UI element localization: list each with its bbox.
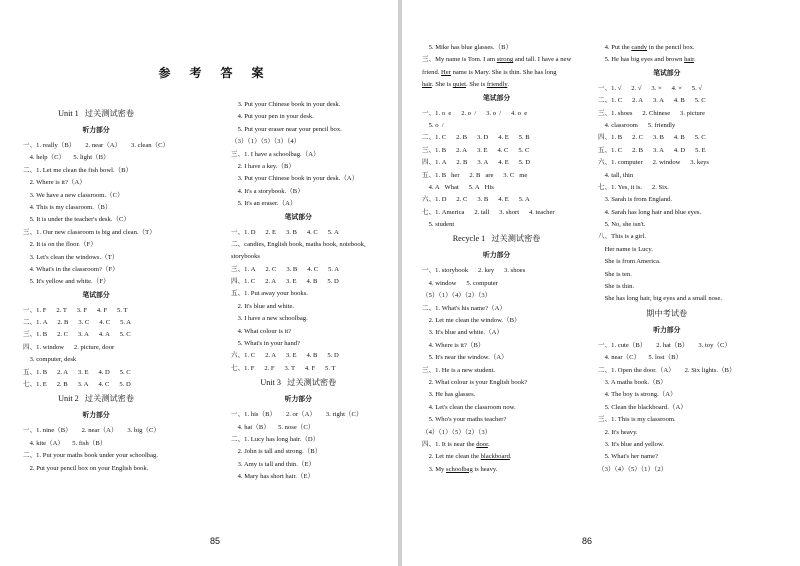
answer-line: 2. Let me clean the blackboard. [422,453,512,461]
answer-line: 3. Put your Chinese book in your desk. [231,101,341,108]
answer-line: 二、1. Lucy has long hair.（D） [231,435,320,443]
answer-line: 4. kite（A） 5. fish（B） [23,439,107,447]
answer-line: 六、1. C 2. A 3. E 4. B 5. D [231,352,339,360]
answer-line: 四、1. C 2. A 3. E 4. B 5. D [231,278,339,286]
answer-line: 三、1. B 2. A 3. E 4. C 5. C [422,146,530,154]
answer-line: 4. This is my classroom.（B） [23,203,112,211]
answer-line: 二、1. Let me clean the fish bowl.（B） [23,166,133,174]
right-page [402,0,800,566]
answer-line: 三、1. He is a new student. [422,366,496,374]
answer-line: 4. window 5. computer [422,279,498,287]
answer-line: 5. It's yellow and white.（F） [23,278,110,286]
answer-line: hair. She is quiet. She is friendly. [422,81,509,89]
answer-line: 2. It's heavy. [598,428,638,436]
answer-line: （3）（1）（5）（3）（4） [231,138,301,146]
answer-line: 4. A What 5. A His [422,183,494,191]
answer-line: 二、1. Open the door.（A） 2. Six lights.（B） [598,366,736,374]
subsection-heading: 笔试部分 [483,94,511,102]
answer-line: 3. He has glasses. [422,391,476,399]
answer-line: She is from America. [598,258,661,266]
answer-line: 5. Clean the blackboard.（A） [598,403,687,411]
answer-line: 四、1. A 2. B 3. A 4. E 5. D [422,159,531,167]
answer-line: 五、1. C 2. B 3. A 4. D 5. E [598,146,706,154]
answer-line: 三、1. Our new classroom is big and clean.（T） [23,228,156,236]
answer-line: 一、1. D 2. E 3. B 4. C 5. A [231,228,339,236]
answer-line: 三、1. shoes 2. Chinese 3. picture [598,109,705,117]
answer-line: 4. hat（B） 5. nose（C） [231,423,315,431]
answer-line: 4. Put the candy in the pencil box. [598,44,695,51]
answer-line: 四、1. window 2. picture, door [23,343,115,351]
answer-line: 5. It's near the window.（A） [422,354,508,362]
answer-line: 二、1. What's his name?（A） [422,304,506,312]
page-number-right: 86 [582,536,593,546]
answer-line: 5. What's in your hand? [231,340,301,348]
answer-line: 3. computer, desk [23,356,77,364]
answer-line: 2. It's blue and white. [231,302,295,310]
answer-line: 3. My schoolbag is heavy. [422,465,498,473]
answer-line: 七、1. Yes, it is. 2. Six. [598,183,669,191]
answer-line: She is ten. [598,270,632,278]
answer-line: 4. tall, thin [598,171,634,179]
answer-line: 二、1. A 2. B 3. C 4. C 5. A [23,319,132,327]
subsection-heading: 听力部分 [82,127,110,134]
answer-line: 二、candies, English book, maths book, notebook, [231,240,366,248]
answer-line: 5. student [422,221,455,229]
answer-line: 五、1. Put away your books. [231,290,308,298]
answer-column-4 [598,42,736,476]
subsection-heading: 听力部分 [653,326,681,334]
answer-line: 二、1. C 2. B 3. D 4. E 5. B [422,134,530,142]
answer-line: 3. Sarah is from England. [598,196,672,204]
answer-line: 5. No, she isn't. [598,221,646,229]
answer-column-3 [422,42,571,476]
answer-line: 4. What's in the classroom?（F） [23,265,119,273]
answer-line: 五、1. B her 2. B are 3. C me [422,171,528,179]
answer-line: 四、1. B 2. C 3. B 4. B 5. C [598,134,706,142]
answer-line: 3. Put your Chinese book in your desk.（A） [231,175,359,183]
answer-line: 一、1. cute（B） 2. hat（B） 3. toy（C） [598,341,731,349]
section-heading: 期中考试卷 [646,308,688,318]
answer-line: Her name is Lucy. [598,245,653,253]
answer-line: （3）（4）（5）（1）（2） [598,465,668,473]
answer-line: 4. It's a storybook.（B） [231,187,304,195]
answer-line: 五、1. B 2. A 3. E 4. D 5. C [23,368,131,376]
answer-line: 三、1. A 2. C 3. B 4. C 5. A [231,265,340,273]
answer-line: 2. Where is it?（A） [23,179,86,187]
answer-line: 3. It's blue and white.（A） [422,329,504,337]
answer-line: 3. We have a new classroom.（C） [23,191,124,199]
section-heading: Unit 3 过关测试密卷 [260,378,337,388]
answer-line: （5）（1）（4）（2）（3） [422,292,492,300]
answer-line: 4. classroom 5. friendly [598,121,676,129]
answer-line: 2. Let me clean the window.（B） [422,317,521,325]
answer-line: 4. help（C） 5. light（B） [23,154,110,162]
answer-line: 2. Put your pencil box on your English book. [23,464,149,472]
answer-line: 4. Where is it?（B） [422,341,485,349]
page-title: 参 考 答 案 [158,66,272,80]
answer-line: 一、1. √ 2. √ 3. × 4. × 5. √ [598,84,703,92]
answer-line: 三、1. I have a schoolbag.（A） [231,150,320,158]
left-page [0,0,398,566]
answer-line: friend. Her name is Mary. She is thin. She has long [422,68,557,76]
answer-line: She is thin. [598,283,635,291]
answer-line: She has long hair, big eyes and a small nose. [598,295,723,303]
answer-line: 4. Sarah has long hair and blue eyes. [598,208,702,216]
answer-line: 三、My name is Tom. I am strong and tall. I have a new [422,56,572,64]
section-heading: Unit 2 过关测试密卷 [58,394,135,404]
answer-line: 4. Mary has short hair.（E） [231,473,315,481]
answer-line: 4. Put your pen in your desk. [231,113,314,121]
answer-line: storybooks [231,253,260,261]
answer-line: 七、1. America 2. tall 3. short 4. teacher [422,208,555,216]
subsection-heading: 听力部分 [284,396,312,404]
answer-line: 3. Amy is tall and thin.（E） [231,460,316,468]
answer-line: 一、1. really（B） 2. near（A） 3. clean（C） [23,142,170,149]
subsection-heading: 听力部分 [82,412,110,420]
answer-line: 4. The boy is strong.（A） [598,391,677,399]
answer-line: 三、1. B 2. C 3. A 4. A 5. C [23,331,131,339]
answer-line: 5. It's an eraser.（A） [231,200,297,208]
answer-line: 七、1. E 2. B 3. A 4. C 5. D [23,381,131,389]
answer-line: 2. I have a key.（B） [231,162,296,170]
page-number-left: 85 [210,536,221,546]
answer-line: 3. Let's clean the windows.（T） [23,253,119,261]
answer-line: 3. It's blue and yellow. [598,440,664,448]
answer-column-2 [231,99,366,484]
answer-line: 六、1. computer 2. window 3. keys [598,159,709,167]
answer-line: 4. Let's clean the classroom now. [422,403,516,411]
subsection-heading: 笔试部分 [284,213,312,221]
section-heading: Recycle 1 过关测试密卷 [452,234,541,244]
answer-line: 2. What colour is your English book? [422,378,528,386]
answer-line: 二、1. Put your maths book under your schoolbag. [23,452,158,460]
answer-line: 5. Who's your maths teacher? [422,416,507,424]
section-heading: Unit 1 过关测试密卷 [58,109,135,118]
subsection-heading: 笔试部分 [653,69,681,77]
answer-line: 一、1. F 2. T 3. F 4. F 5. T [23,306,128,314]
answer-line: 4. near（C） 5. lost（B） [598,354,683,362]
subsection-heading: 听力部分 [483,252,511,260]
answer-line: 3. A maths book.（B） [598,378,667,386]
answer-line: 2. It is on the floor.（F） [23,241,97,249]
answer-line: 一、1. nine（B） 2. near（A） 3. big（C） [23,427,160,435]
answer-line: 六、1. D 2. C 3. B 4. E 5. A [422,196,530,204]
answer-line: 5. What's her name? [598,453,659,461]
answer-line: 5. Mike has blue glasses.（B） [422,44,513,51]
answer-line: 一、1. his（B） 2. or（A） 3. right（C） [231,411,363,419]
answer-line: 四、1. It is near the door. [422,440,490,448]
subsection-heading: 笔试部分 [82,291,110,299]
answer-line: （4）（1）（5）（2）（3） [422,428,492,436]
answer-line: 七、1. F 2. F 3. T 4. F 5. T [231,364,336,372]
answer-line: 一、1. storybook 2. key 3. shoes [422,267,526,275]
answer-line: 2. John is tall and strong.（B） [231,448,322,456]
answer-line: 3. I have a new schoolbag. [231,315,308,323]
answer-line: 5. It is under the teacher's desk.（C） [23,216,131,224]
answer-line: 5. Put your eraser near your pencil box. [231,125,342,133]
answer-line: 三、1. This is my classroom. [598,416,676,424]
answer-line: 5. He has big eyes and brown hair. [598,56,696,64]
answer-line: 5. o / [422,121,444,129]
answer-column-1 [23,106,169,475]
answer-line: 4. What colour is it? [231,327,292,335]
answer-line: 八、This is a girl. [598,233,646,241]
answer-line: 一、1. o e 2. o / 3. o / 4. o e [422,109,528,117]
answer-line: 二、1. C 2. A 3. A 4. B 5. C [598,97,706,105]
